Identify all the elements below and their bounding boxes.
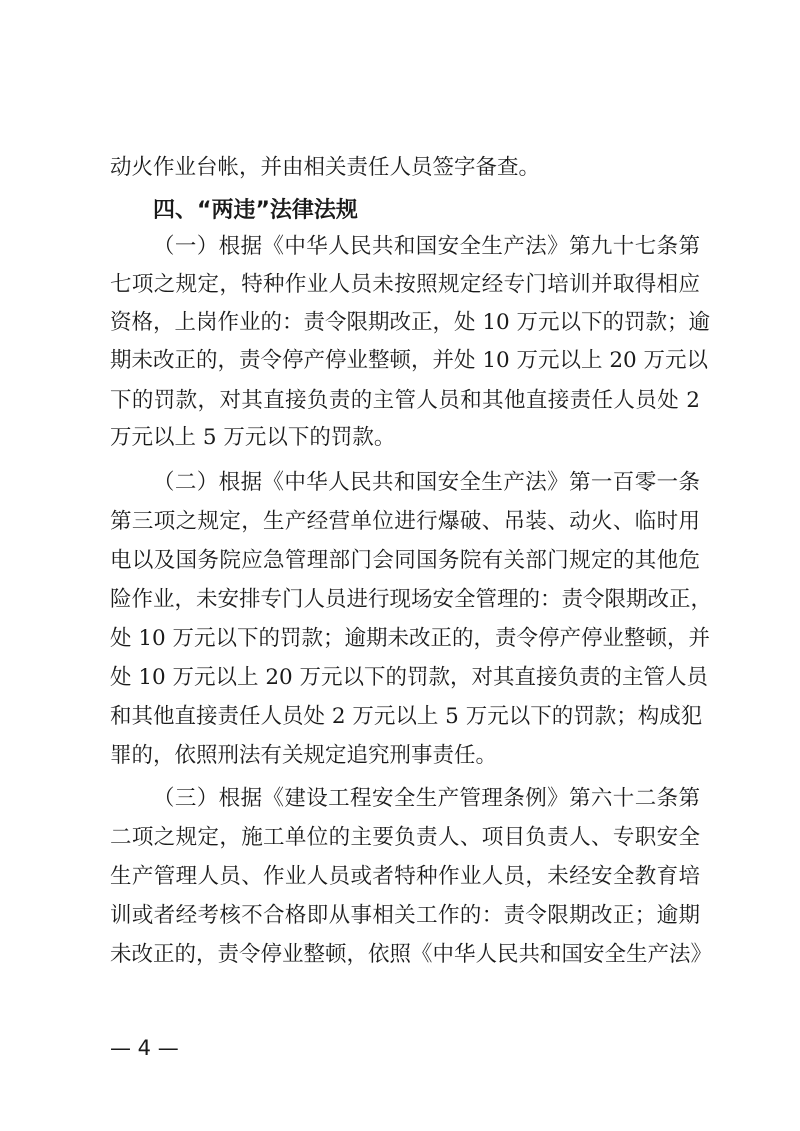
paragraph-line: 下的罚款，对其直接负责的主管人员和其他直接责任人员处 2 [110, 388, 700, 413]
paragraph-line: （三）根据《建设工程安全生产管理条例》第六十二条第 [153, 786, 700, 811]
paragraph-line: 训或者经考核不合格即从事相关工作的：责令限期改正；逾期 [110, 903, 700, 928]
paragraph-line: 二项之规定，施工单位的主要负责人、项目负责人、专职安全 [110, 825, 700, 850]
paragraph-line: （一）根据《中华人民共和国安全生产法》第九十七条第 [153, 234, 700, 259]
paragraph-line: 险作业，未安排专门人员进行现场安全管理的：责令限期改正， [110, 587, 713, 612]
paragraph-line: 资格，上岗作业的：责令限期改正，处 10 万元以下的罚款；逾 [110, 310, 711, 335]
paragraph-line: 万元以上 5 万元以下的罚款。 [110, 425, 396, 450]
paragraph-line: 和其他直接责任人员处 2 万元以上 5 万元以下的罚款；构成犯 [110, 704, 703, 729]
paragraph-line: 期未改正的，责令停产停业整顿，并处 10 万元以上 20 万元以 [110, 348, 709, 373]
paragraph-line: 处 10 万元以下的罚款；逾期未改正的，责令停产停业整顿，并 [110, 626, 711, 651]
page-number: — 4 — [110, 1036, 179, 1060]
paragraph-line: （二）根据《中华人民共和国安全生产法》第一百零一条 [153, 470, 700, 495]
paragraph-line: 生产管理人员、作业人员或者特种作业人员，未经安全教育培 [110, 864, 700, 889]
paragraph-line: 第三项之规定，生产经营单位进行爆破、吊装、动火、临时用 [110, 509, 700, 534]
paragraph-line: 七项之规定，特种作业人员未按照规定经专门培训并取得相应 [110, 272, 700, 297]
section-heading: 四、“两违”法律法规 [153, 198, 358, 223]
paragraph-line: 电以及国务院应急管理部门会同国务院有关部门规定的其他危 [110, 548, 700, 573]
paragraph-line: 未改正的，责令停业整顿，依照《中华人民共和国安全生产法》 [110, 942, 713, 967]
paragraph-line: 处 10 万元以上 20 万元以下的罚款，对其直接负责的主管人员 [110, 665, 709, 690]
continuation-line: 动火作业台帐，并由相关责任人员签字备查。 [110, 155, 541, 180]
paragraph-line: 罪的，依照刑法有关规定追究刑事责任。 [110, 743, 498, 768]
